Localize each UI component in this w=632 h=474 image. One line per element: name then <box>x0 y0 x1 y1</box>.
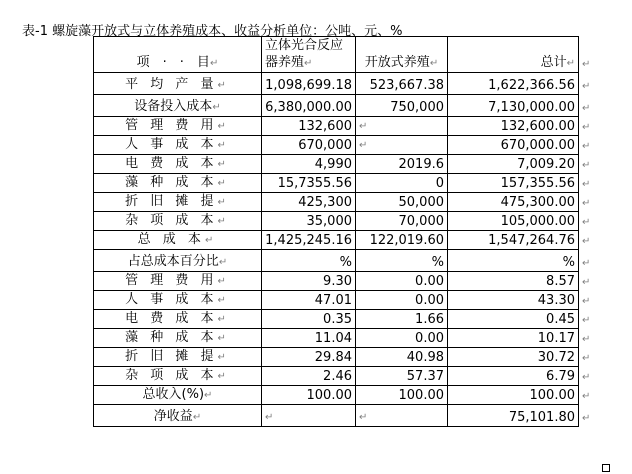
table-row <box>94 155 599 174</box>
cell-col-a[interactable]: ↵ <box>262 405 356 427</box>
cell-col-a[interactable]: 132,600 <box>262 117 356 136</box>
table-row <box>94 117 599 136</box>
cell-col-c[interactable]: 105,000.00 <box>448 212 579 231</box>
cell-col-b[interactable]: ↵ <box>356 136 448 155</box>
cell-col-b[interactable]: % <box>356 250 448 272</box>
cell-col-c[interactable]: 670,000.00 <box>448 136 579 155</box>
table-row <box>94 250 599 272</box>
cell-col-c[interactable]: 10.17 <box>448 329 579 348</box>
cell-col-b[interactable]: 122,019.60 <box>356 231 448 250</box>
row-end-mark: ↵ <box>579 291 599 310</box>
table-row <box>94 231 599 250</box>
cell-col-c[interactable]: 475,300.00 <box>448 193 579 212</box>
row-label[interactable]: 管 理 费 用↵ <box>94 272 262 291</box>
row-end-mark: ↵ <box>579 212 599 231</box>
row-end-mark: ↵ <box>579 155 599 174</box>
row-end-mark: ↵ <box>579 37 599 73</box>
row-label[interactable]: 净收益↵ <box>94 405 262 427</box>
row-end-mark: ↵ <box>579 250 599 272</box>
row-label[interactable]: 杂 项 成 本↵ <box>94 212 262 231</box>
row-label[interactable]: 折 旧 摊 提↵ <box>94 193 262 212</box>
row-label[interactable]: 折 旧 摊 提↵ <box>94 348 262 367</box>
row-label[interactable]: 管 理 费 用↵ <box>94 117 262 136</box>
cell-col-a[interactable]: 425,300 <box>262 193 356 212</box>
table-row <box>94 405 599 427</box>
table-row <box>94 367 599 386</box>
cell-col-b[interactable]: 70,000 <box>356 212 448 231</box>
cell-col-a[interactable]: 15,7355.56 <box>262 174 356 193</box>
cell-col-a[interactable]: 35,000 <box>262 212 356 231</box>
row-label[interactable]: 人 事 成 本↵ <box>94 291 262 310</box>
cell-col-a[interactable]: 6,380,000.00 <box>262 95 356 117</box>
cell-col-a[interactable]: 4,990 <box>262 155 356 174</box>
row-label[interactable]: 杂 项 成 本↵ <box>94 367 262 386</box>
row-end-mark: ↵ <box>579 348 599 367</box>
cell-col-a[interactable]: 1,098,699.18 <box>262 73 356 95</box>
table-row <box>94 95 599 117</box>
cell-col-b[interactable]: ↵ <box>356 117 448 136</box>
table-caption: 表-1 螺旋藻开放式与立体养殖成本、收益分析单位：公吨、元、% <box>22 24 403 39</box>
table-row <box>94 193 599 212</box>
cell-col-b[interactable]: 0.00 <box>356 291 448 310</box>
cell-col-b[interactable]: 1.66 <box>356 310 448 329</box>
row-end-mark: ↵ <box>579 367 599 386</box>
row-end-mark: ↵ <box>579 405 599 427</box>
row-end-mark: ↵ <box>579 73 599 95</box>
row-end-mark: ↵ <box>579 95 599 117</box>
cell-col-c[interactable]: 100.00 <box>448 386 579 405</box>
row-end-mark: ↵ <box>579 231 599 250</box>
table-row <box>94 73 599 95</box>
cell-col-b[interactable]: 0.00 <box>356 329 448 348</box>
cell-col-a[interactable]: 47.01 <box>262 291 356 310</box>
row-end-mark: ↵ <box>579 117 599 136</box>
cell-col-c[interactable]: 30.72 <box>448 348 579 367</box>
cell-col-c[interactable]: 43.30 <box>448 291 579 310</box>
table-row <box>94 386 599 405</box>
cell-col-c[interactable]: % <box>448 250 579 272</box>
cell-col-c[interactable]: 75,101.80 <box>448 405 579 427</box>
cell-col-c[interactable]: 7,130,000.00 <box>448 95 579 117</box>
row-end-mark: ↵ <box>579 272 599 291</box>
row-label[interactable]: 人 事 成 本↵ <box>94 136 262 155</box>
cell-col-a[interactable]: 100.00 <box>262 386 356 405</box>
cell-col-c[interactable]: 1,622,366.56 <box>448 73 579 95</box>
cell-col-a[interactable]: 670,000 <box>262 136 356 155</box>
table-row <box>94 212 599 231</box>
table-row <box>94 310 599 329</box>
row-end-mark: ↵ <box>579 174 599 193</box>
row-label[interactable]: 藻 种 成 本↵ <box>94 174 262 193</box>
header-item[interactable]: 项 · · 目↵ <box>94 37 262 73</box>
cell-col-c[interactable]: 132,600.00 <box>448 117 579 136</box>
row-label[interactable]: 设备投入成本↵ <box>94 95 262 117</box>
cell-col-b[interactable]: 523,667.38 <box>356 73 448 95</box>
table-row <box>94 272 599 291</box>
cell-col-b[interactable]: 750,000 <box>356 95 448 117</box>
table-resize-handle[interactable] <box>602 464 610 472</box>
header-col-c[interactable]: 总计↵ <box>448 37 579 73</box>
cell-col-a[interactable]: 0.35 <box>262 310 356 329</box>
cell-col-b[interactable]: 57.37 <box>356 367 448 386</box>
cell-col-a[interactable]: % <box>262 250 356 272</box>
cell-col-b[interactable]: 0.00 <box>356 272 448 291</box>
cell-col-a[interactable]: 2.46 <box>262 367 356 386</box>
cell-col-b[interactable]: 100.00 <box>356 386 448 405</box>
cell-col-b[interactable]: 2019.6 <box>356 155 448 174</box>
row-end-mark: ↵ <box>579 329 599 348</box>
row-label[interactable]: 总收入(%)↵ <box>94 386 262 405</box>
row-end-mark: ↵ <box>579 310 599 329</box>
cell-col-c[interactable]: 0.45 <box>448 310 579 329</box>
cell-col-a[interactable]: 29.84 <box>262 348 356 367</box>
table-header-row <box>94 37 599 73</box>
table-row <box>94 291 599 310</box>
cell-col-a[interactable]: 11.04 <box>262 329 356 348</box>
row-label[interactable]: 电 费 成 本↵ <box>94 155 262 174</box>
row-end-mark: ↵ <box>579 386 599 405</box>
cell-col-a[interactable]: 1,425,245.16 <box>262 231 356 250</box>
cell-col-a[interactable]: 9.30 <box>262 272 356 291</box>
row-end-mark: ↵ <box>579 136 599 155</box>
cell-col-c[interactable]: 6.79 <box>448 367 579 386</box>
table-row <box>94 174 599 193</box>
header-col-a[interactable]: 立体光合反应器养殖↵ <box>262 37 356 73</box>
cell-col-b[interactable]: 50,000 <box>356 193 448 212</box>
row-label[interactable]: 电 费 成 本↵ <box>94 310 262 329</box>
cell-col-c[interactable]: 8.57 <box>448 272 579 291</box>
header-col-b[interactable]: 开放式养殖↵ <box>356 37 448 73</box>
table-row <box>94 348 599 367</box>
table-row <box>94 136 599 155</box>
cell-col-c[interactable]: 157,355.56 <box>448 174 579 193</box>
cell-col-b[interactable]: 0 <box>356 174 448 193</box>
cell-col-c[interactable]: 1,547,264.76 <box>448 231 579 250</box>
cell-col-b[interactable]: 40.98 <box>356 348 448 367</box>
cell-col-b[interactable]: ↵ <box>356 405 448 427</box>
row-end-mark: ↵ <box>579 193 599 212</box>
row-label[interactable]: 平 均 产 量↵ <box>94 73 262 95</box>
row-label[interactable]: 占总成本百分比↵ <box>94 250 262 272</box>
row-label[interactable]: 藻 种 成 本↵ <box>94 329 262 348</box>
cell-col-c[interactable]: 7,009.20 <box>448 155 579 174</box>
table-row <box>94 329 599 348</box>
cost-revenue-table <box>93 36 599 427</box>
row-label[interactable]: 总 成 本↵ <box>94 231 262 250</box>
